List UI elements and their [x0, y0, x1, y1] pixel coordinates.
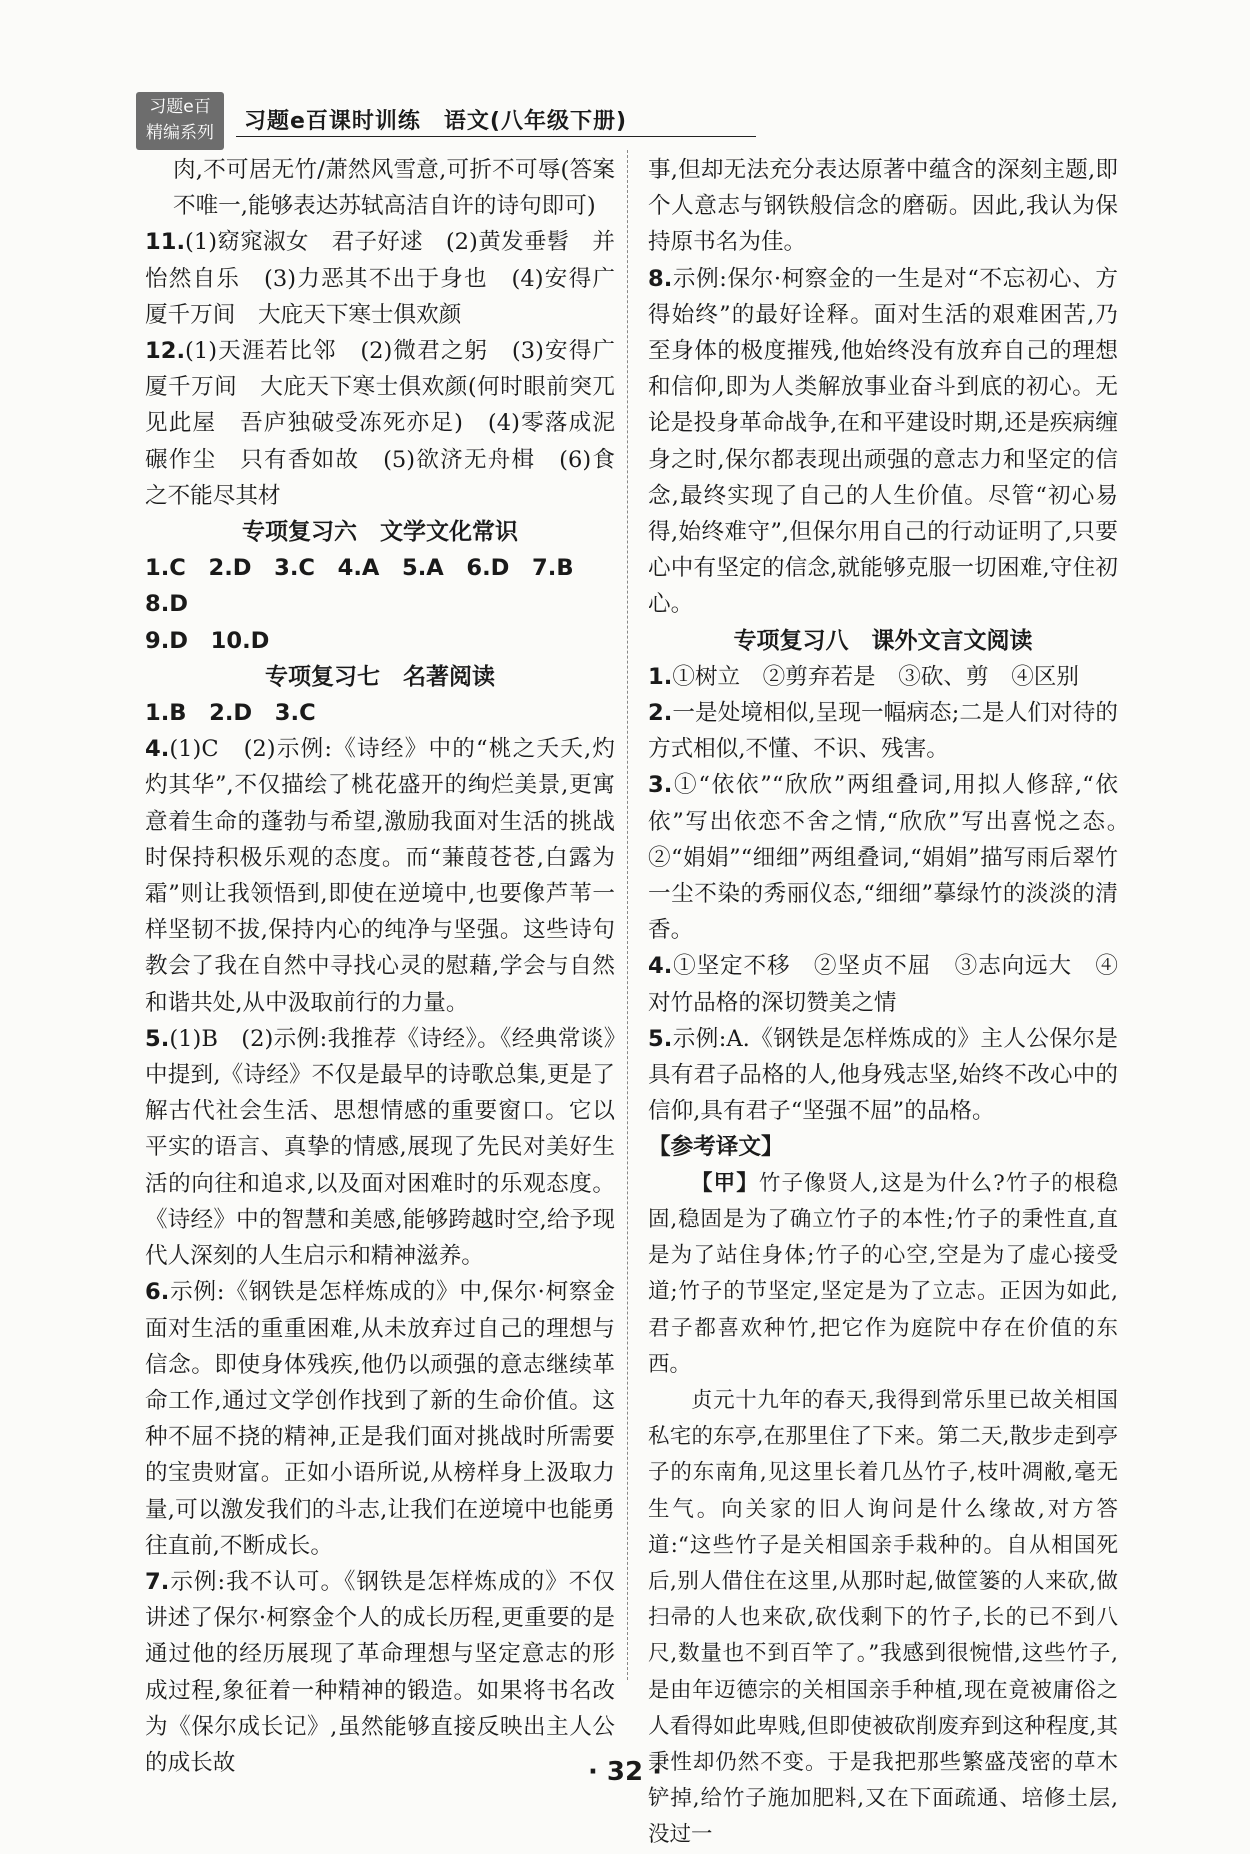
book-title: 习题e百课时训练 语文(八年级下册) [244, 109, 628, 134]
reference-translation-heading: 【参考译文】 [648, 1134, 784, 1161]
question-8 [648, 261, 1118, 623]
answer-text: 示例:保尔·柯察金的一生是对“不忘初心、方得始终”的最好诠释。面对生活的艰难困苦,乃至身体的极度摧残,他始终没有放弃自己的理想和信仰,即为人类解放事业奋斗到底的初心。无论是投身革命战争,在和平建设时期,还是疾病缠身之时,保尔都表现出顽强的意志力和坚定的信念,最终实现了自己的人生价值。尽管“初心易得,始终难守”,但保尔用自己的行动证明了,只要心中有坚定的信念,就能够克服一切困难,守住初心。 [648, 265, 1118, 618]
question-7 [145, 1564, 615, 1781]
question-5 [145, 1021, 615, 1274]
translation-paragraph: 贞元十九年的春天,我得到常乐里已故关相国私宅的东亭,在那里住了下来。第二天,散步走到亭子的东南角,见这里长着几丛竹子,枝叶凋敝,毫无生气。向关家的旧人询问是什么缘故,对方答道:“这些竹子是关相国亲手栽种的。自从相国死后,别人借住在这里,从那时起,做筐篓的人来砍,做扫帚的人也来砍,砍伐剩下的竹子,长的已不到八尺,数量也不到百竿了。”我感到很惋惜,这些竹子,是由年迈德宗的关相国亲手种植,现在竟被庸俗之人看得如此卑贱,但即使被砍削废弃到这种程度,其秉性却仍然不变。于是我把那些繁盛茂密的草木铲掉,给竹子施加肥料,又在下面疏通、培修土层,没过一 [648, 1387, 1118, 1848]
translation-text: 竹子像贤人,这是为什么?竹子的根稳固,稳固是为了确立竹子的本性;竹子的秉性直,直是为了站住身体;竹子的心空,空是为了虚心接受道;竹子的节坚定,坚定是为了立志。正因为如此,君子都喜欢种竹,把它作为庭院中存在价值的东西。 [648, 1170, 1118, 1377]
question-12 [145, 333, 615, 514]
question-4 [145, 731, 615, 1021]
question-number: 11. [145, 229, 186, 256]
answer-text: (1)C (2)示例:《诗经》中的“桃之夭夭,灼灼其华”,不仅描绘了桃花盛开的绚烂美景,更寓意着生命的蓬勃与希望,激励我面对生活的挑战时保持积极乐观的态度。而“蒹葭苍苍,白露为霜”则让我领悟到,即使在逆境中,也要像芦苇一样坚韧不拔,保持内心的纯净与坚强。这些诗句教会了我在自然中寻找心灵的慰藉,学会与自然和谐共处,从中汲取前行的力量。 [145, 736, 615, 1016]
section-heading: 专项复习六 文学文化常识 [242, 519, 518, 546]
question-number: 5. [145, 1025, 170, 1052]
question-number: 4. [648, 953, 673, 980]
question-11 [145, 224, 615, 333]
answer-2 [648, 695, 1118, 767]
answer-text: (1)B (2)示例:我推荐《诗经》。《经典常谈》中提到,《诗经》不仅是最早的诗歌总集,更是了解古代社会生活、思想情感的重要窗口。它以平实的语言、真挚的情感,展现了先民对美好生活的向往和追求,以及面对困难时的乐观态度。《诗经》中的智慧和美感,能够跨越时空,给予现代人深刻的人生启示和精神滋养。 [145, 1025, 615, 1270]
series-logo [136, 92, 224, 150]
question-number: 5. [648, 1025, 673, 1052]
choice-answers: 1.B 2.D 3.C [145, 700, 316, 727]
question-number: 7. [145, 1568, 170, 1595]
column-divider [627, 150, 628, 1680]
answer-text: ①树立 ②剪弃若是 ③砍、剪 ④区别 [672, 663, 1079, 690]
answer-text: 示例:《钢铁是怎样炼成的》中,保尔·柯察金面对生活的重重困难,从未放弃过自己的理想与信念。即使身体残疾,他仍以顽强的意志继续革命工作,通过文学创作找到了新的生命价值。这种不屈不挠的精神,正是我们面对挑战时所需要的宝贵财富。正如小语所说,从榜样身上汲取力量,可以激发我们的斗志,让我们在逆境中也能勇往直前,不断成长。 [145, 1279, 615, 1559]
question-number: 8. [648, 265, 673, 292]
question-number: 12. [145, 338, 186, 365]
page-number: · 32 · [587, 1757, 663, 1787]
translation-paragraph [648, 1166, 1118, 1383]
question-number: 4. [145, 736, 170, 763]
answer-3 [648, 767, 1141, 948]
answer-text: ①“依依”“欣欣”两组叠词,用拟人修辞,“依依”写出依恋不舍之情,“欣欣”写出喜悦之态。 ②“娟娟”“细细”两组叠词,“娟娟”描写雨后翠竹一尘不染的秀丽仪态,“细细”摹绿竹的淡淡的清香。 [648, 772, 1141, 944]
answer-text: (1)天涯若比邻 (2)微君之躬 (3)安得广厦千万间 大庇天下寒士俱欢颜(何时眼前突兀见此屋 吾庐独破受冻死亦足) (4)零落成泥碾作尘 只有香如故 (5)欲济无舟楫 (6)食之不能尽其材 [145, 338, 615, 509]
answer-text: (1)窈窕淑女 君子好逑 (2)黄发垂髫 并怡然自乐 (3)力恶其不出于身也 (4)安得广厦千万间 大庇天下寒士俱欢颜 [145, 229, 615, 328]
question-number: 2. [648, 700, 673, 727]
continued-answer: 事,但却无法充分表达原著中蕴含的深刻主题,即个人意志与钢铁般信念的磨砺。因此,我认为保持原书名为佳。 [648, 157, 1118, 256]
choice-answers: 9.D 10.D [145, 627, 270, 654]
section-heading: 专项复习七 名著阅读 [265, 663, 495, 690]
logo-line-1: 习题e百 [149, 97, 211, 117]
question-number: 6. [145, 1279, 170, 1306]
question-6 [145, 1274, 615, 1564]
right-column [648, 152, 1141, 1854]
passage-label: 【甲】 [691, 1170, 759, 1196]
question-number: 1. [648, 663, 673, 690]
section-heading: 专项复习八 课外文言文阅读 [733, 627, 1033, 654]
choice-answers: 1.C 2.D 3.C 4.A 5.A 6.D 7.B 8.D [145, 555, 597, 618]
answer-text: 示例:我不认可。《钢铁是怎样炼成的》不仅讲述了保尔·柯察金个人的成长历程,更重要的是通过他的经历展现了革命理想与坚定意志的形成过程,象征着一种精神的锻造。如果将书名改为《保尔成长记》,虽然能够直接反映出主人公的成长故 [145, 1568, 615, 1776]
left-column [145, 152, 615, 1781]
continued-answer: 肉,不可居无竹/萧然风雪意,可折不可辱(答案不唯一,能够表达苏轼高洁自许的诗句即可) [173, 157, 615, 220]
logo-line-2: 精编系列 [146, 123, 214, 143]
answer-text: 示例:A.《钢铁是怎样炼成的》主人公保尔是具有君子品格的人,他身残志坚,始终不改心中的信仰,具有君子“坚强不屈”的品格。 [648, 1025, 1118, 1125]
page-header [136, 92, 1136, 143]
header-rule [236, 136, 756, 137]
answer-text: ①坚定不移 ②坚贞不屈 ③志向远大 ④对竹品格的深切赞美之情 [648, 953, 1118, 1016]
answer-5 [648, 1021, 1118, 1130]
answer-4 [648, 948, 1118, 1020]
answer-text: 一是处境相似,呈现一幅病态;二是人们对待的方式相似,不懂、不识、残害。 [648, 700, 1118, 763]
answer-1 [648, 659, 1118, 695]
question-number: 3. [648, 772, 673, 799]
